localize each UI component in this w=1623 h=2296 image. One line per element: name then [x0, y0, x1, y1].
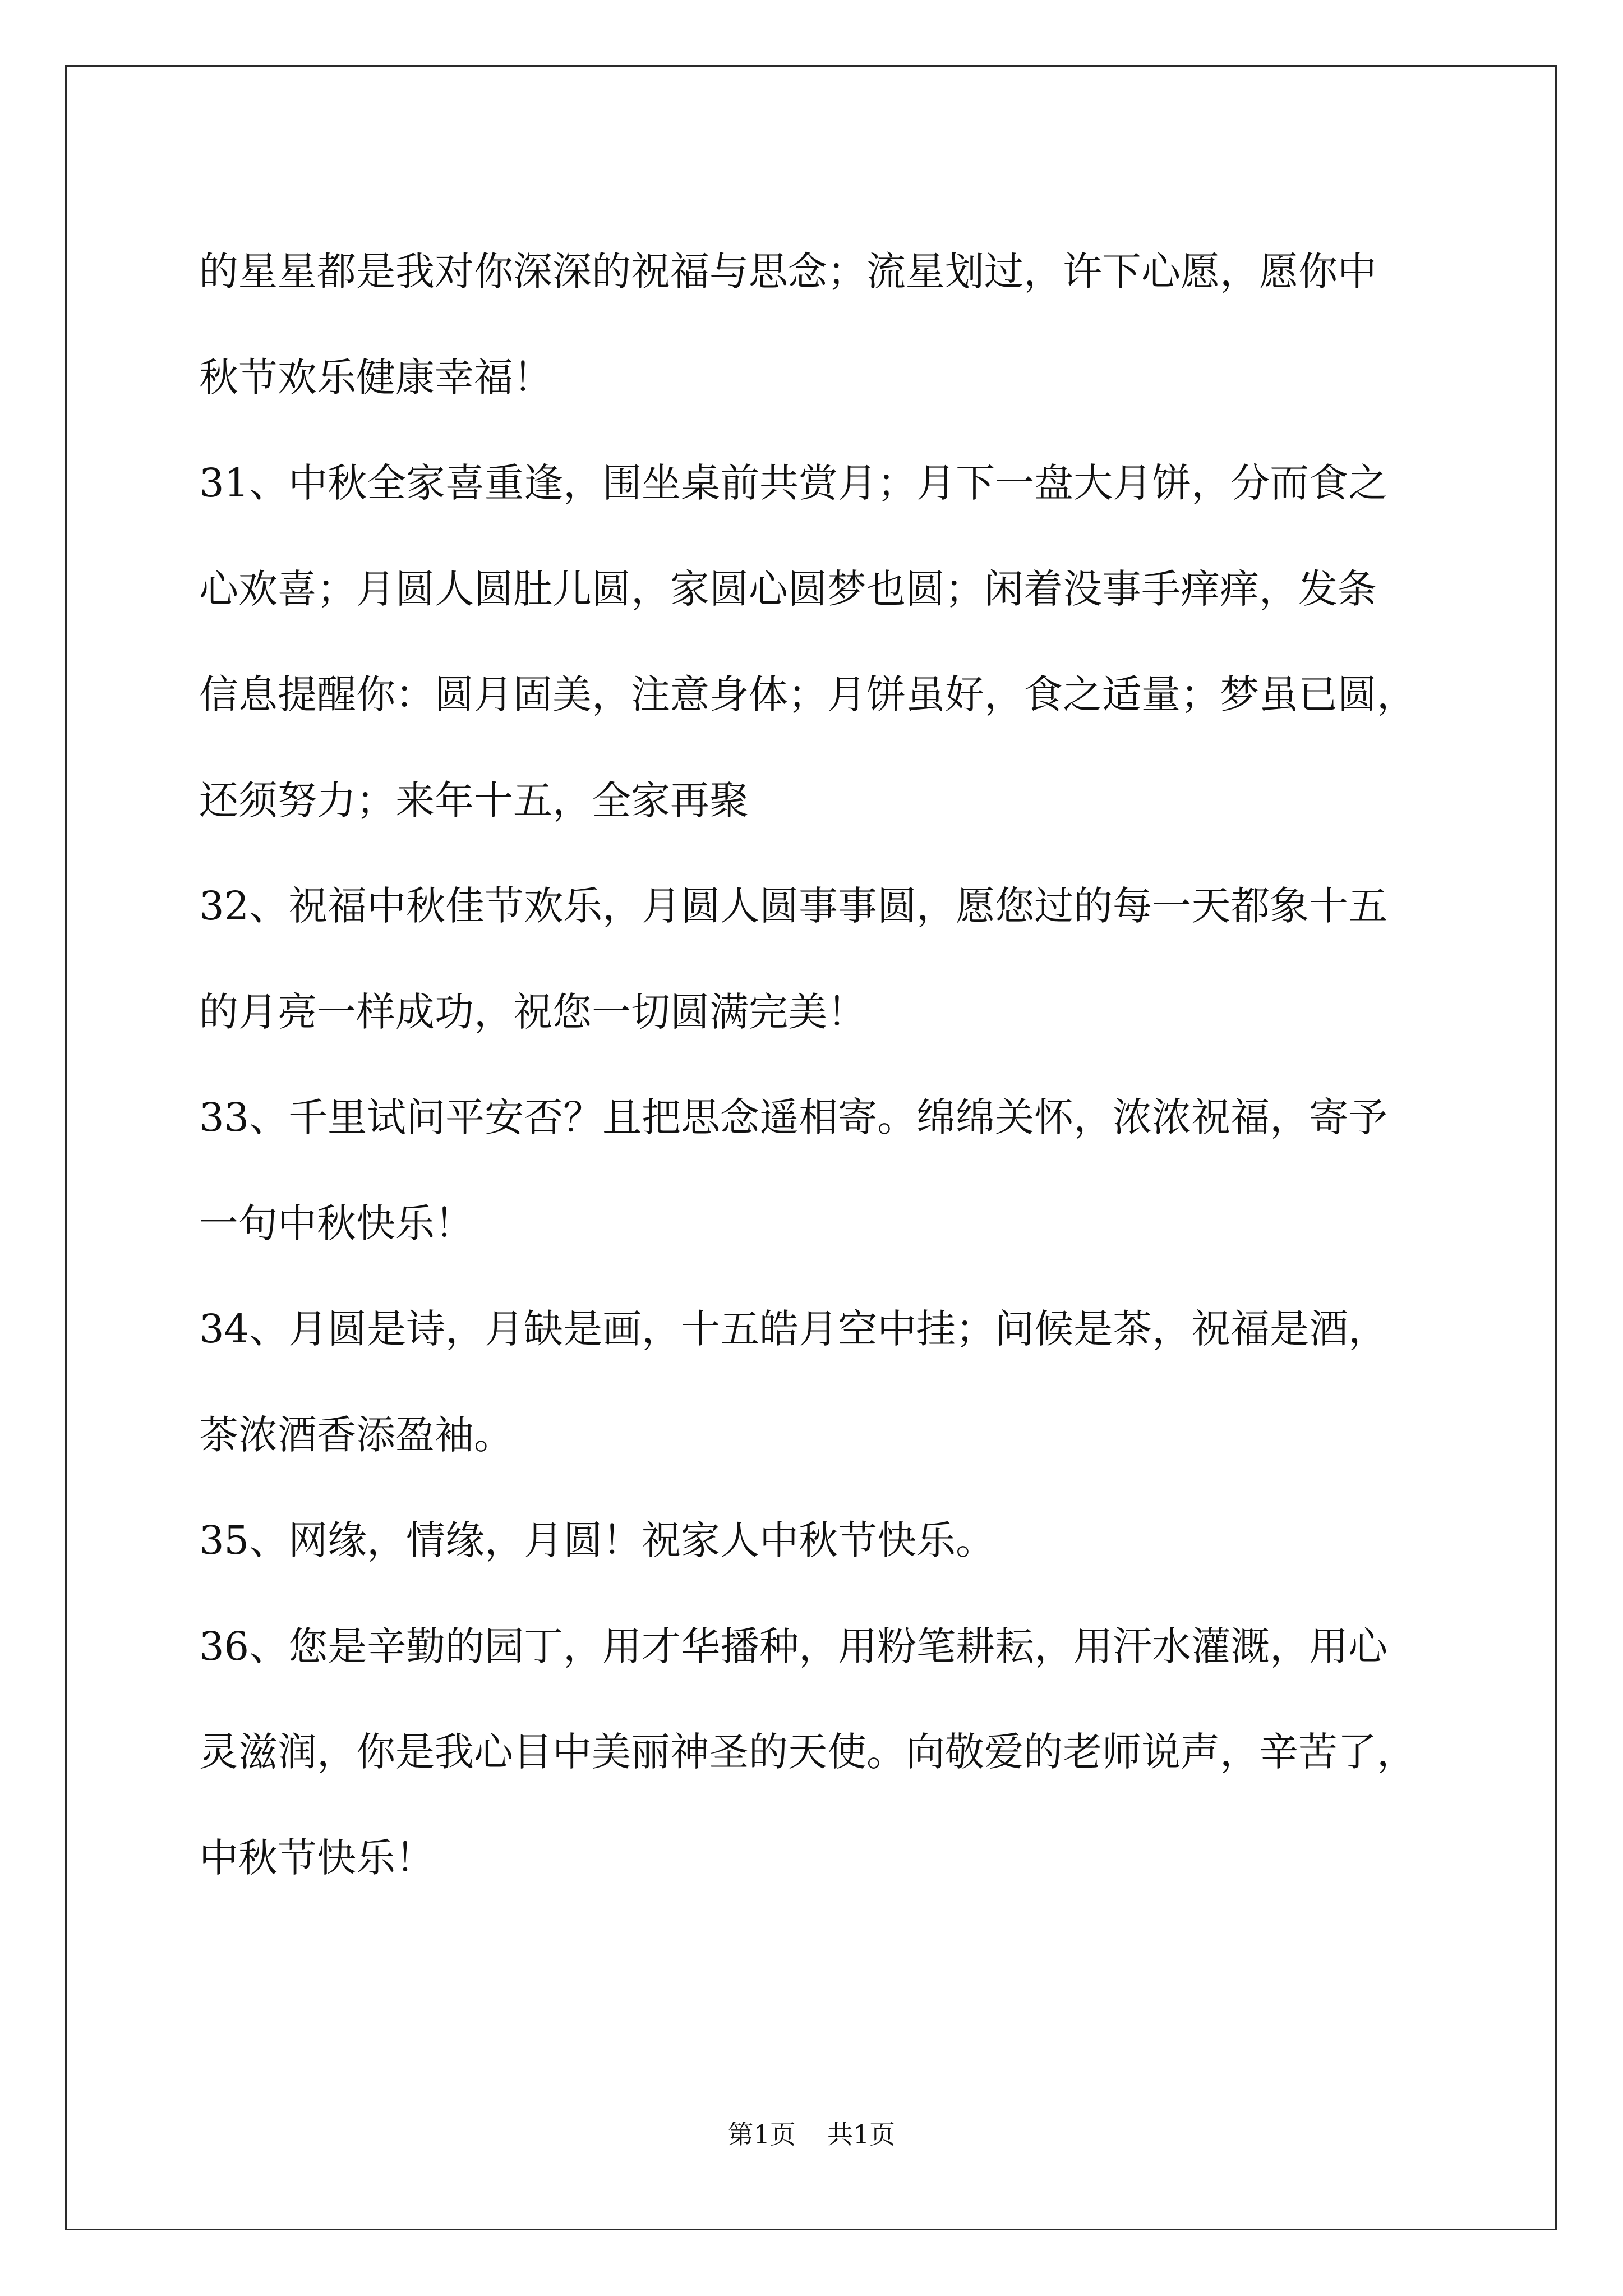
- text-line: 信息提醒你：圆月固美，注意身体；月饼虽好，食之适量；梦虽已圆，: [199, 671, 1416, 717]
- document-body: [199, 219, 1467, 1911]
- text-line: 的星星都是我对你深深的祝福与思念；流星划过，许下心愿，愿你中: [199, 249, 1377, 295]
- text-line: 的月亮一样成功，祝您一切圆满完美！: [199, 988, 866, 1035]
- text-line: 33、千里试问平安否？且把思念遥相寄。绵绵关怀，浓浓祝福，寄予: [199, 1094, 1388, 1140]
- page-footer: [0, 2118, 1623, 2151]
- text-line: 心欢喜；月圆人圆肚儿圆，家圆心圆梦也圆；闲着没事手痒痒，发条: [199, 565, 1377, 612]
- text-line: 35、网缘，情缘，月圆！祝家人中秋节快乐。: [199, 1517, 995, 1563]
- text-line: 36、您是辛勤的园丁，用才华播种，用粉笔耕耘，用汗水灌溉，用心: [199, 1623, 1388, 1669]
- text-line: 32、祝福中秋佳节欢乐，月圆人圆事事圆，愿您过的每一天都象十五: [199, 883, 1388, 929]
- text-line: 31、中秋全家喜重逢，围坐桌前共赏月；月下一盘大月饼，分而食之: [199, 460, 1388, 506]
- text-line: 灵滋润，你是我心目中美丽神圣的天使。向敬爱的老师说声，辛苦了，: [199, 1729, 1416, 1775]
- text-line: 秋节欢乐健康幸福！: [199, 354, 552, 401]
- page-number-current: 第1页: [727, 2119, 796, 2150]
- text-line: 34、月圆是诗，月缺是画，十五皓月空中挂；问候是茶，祝福是酒，: [199, 1306, 1388, 1352]
- page-number-total: 共1页: [827, 2119, 896, 2150]
- text-line: 中秋节快乐！: [199, 1834, 435, 1881]
- text-line: 茶浓酒香添盈袖。: [199, 1411, 513, 1458]
- text-line: 一句中秋快乐！: [199, 1200, 474, 1246]
- text-line: 还须努力；来年十五，全家再聚: [199, 777, 749, 823]
